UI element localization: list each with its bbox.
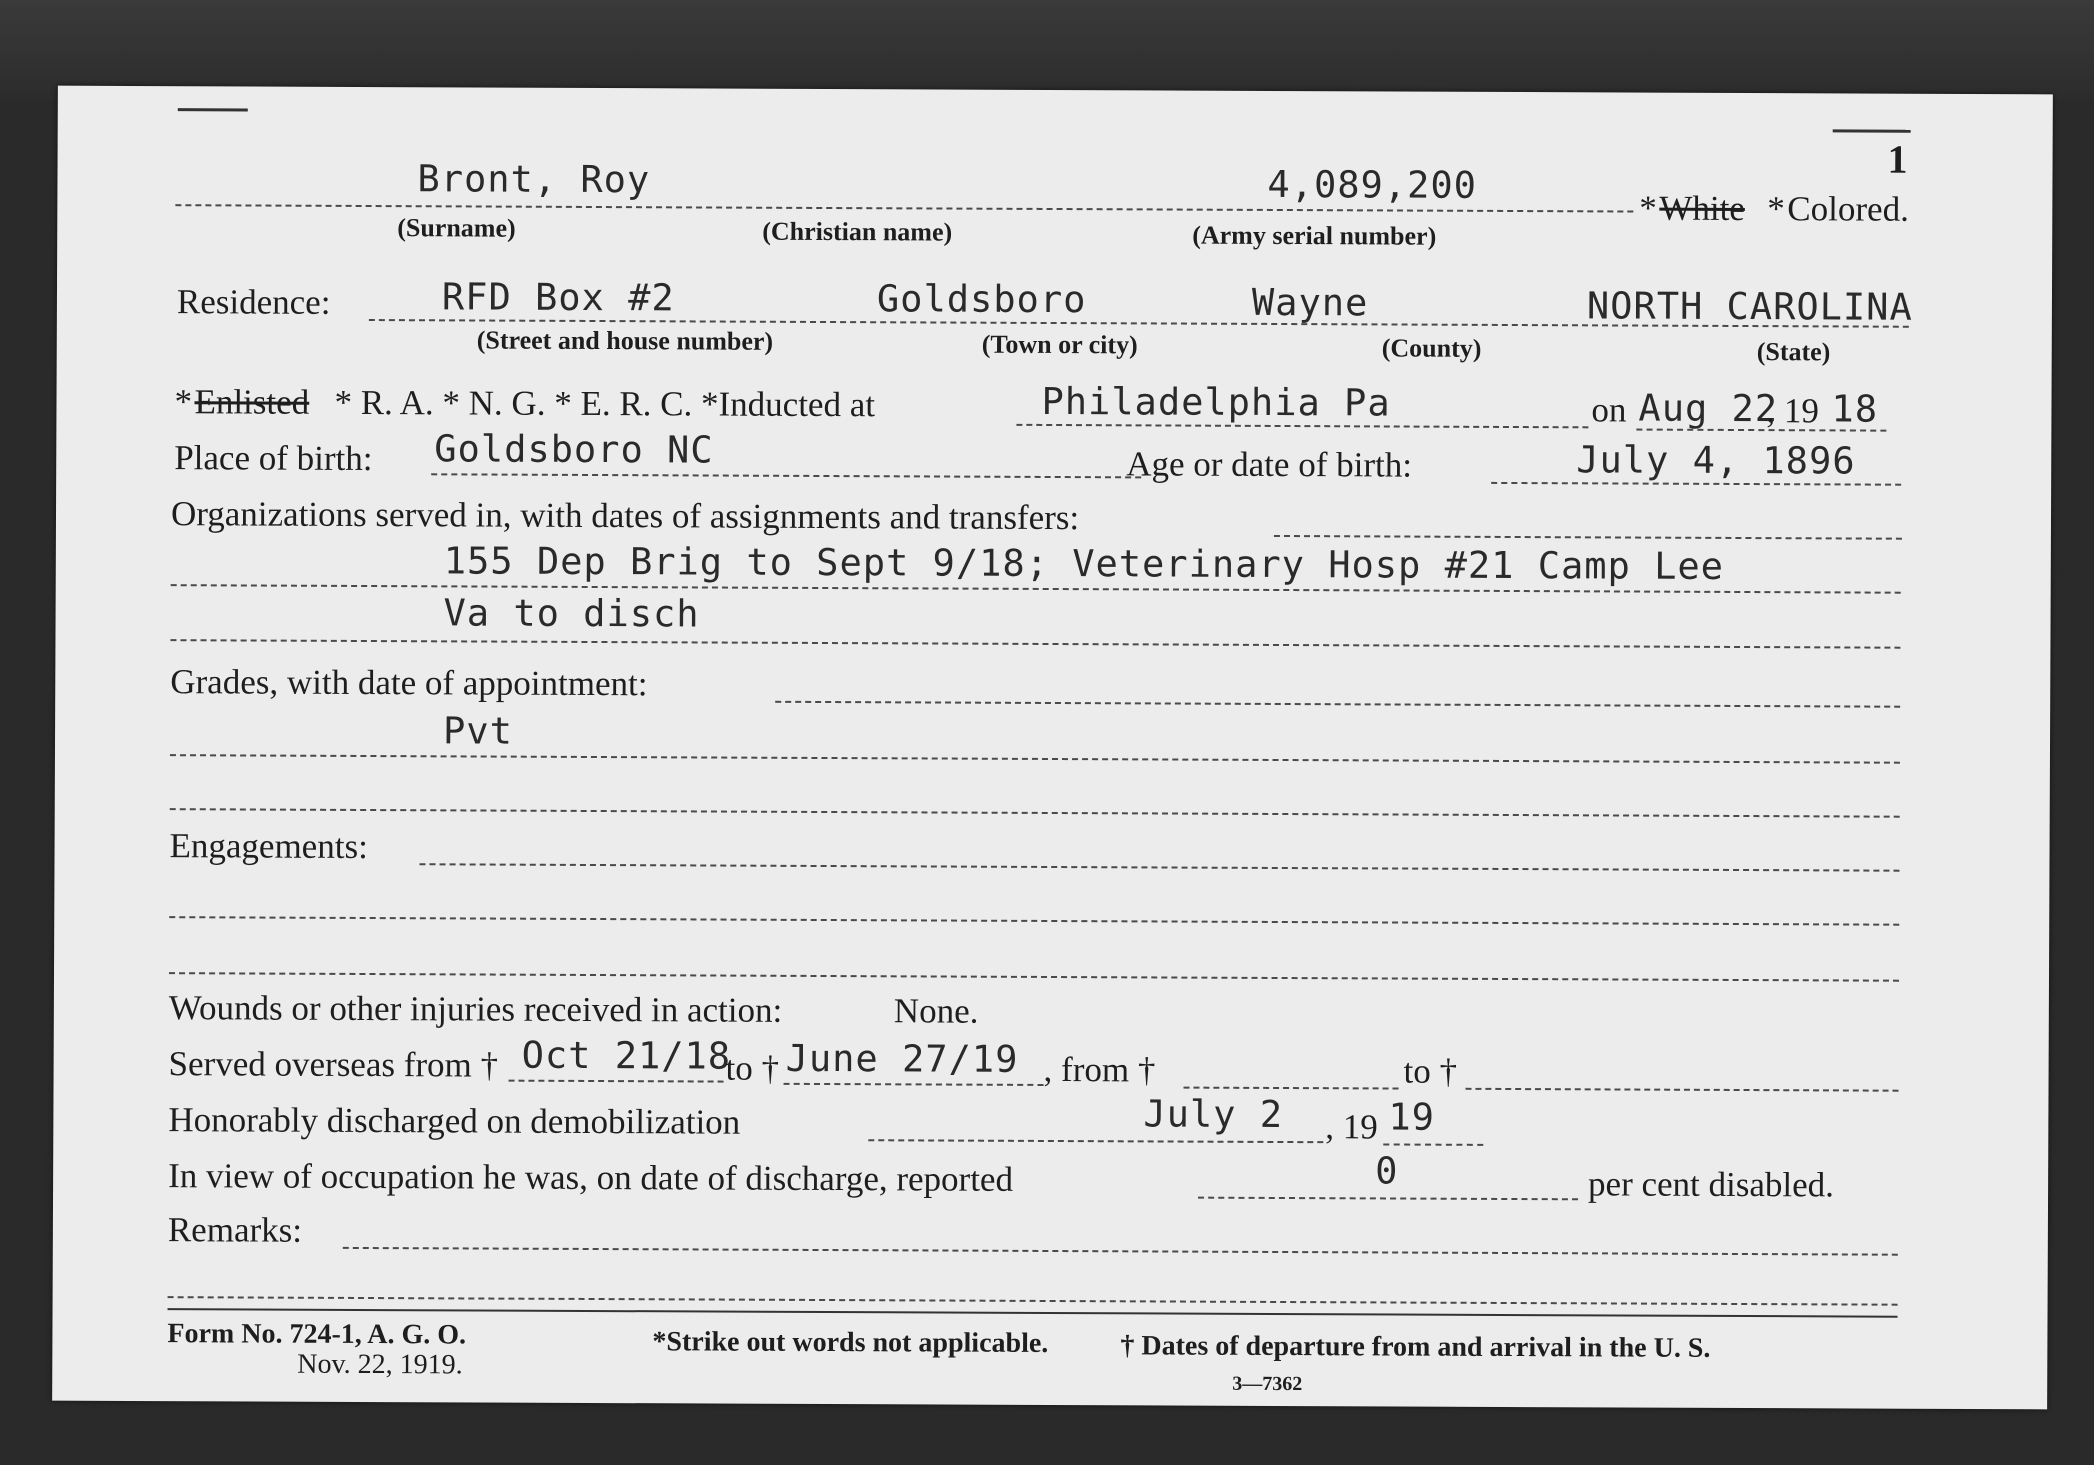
top-left-rule xyxy=(178,108,248,111)
discharge-year-prefix: , 19 xyxy=(1325,1107,1378,1147)
overseas-label: Served overseas from † xyxy=(168,1044,499,1085)
town-value: Goldsboro xyxy=(876,277,1087,322)
engagements-line-1 xyxy=(169,916,1899,926)
serial-caption: (Army serial number) xyxy=(1192,220,1437,251)
overseas-from-line xyxy=(509,1080,724,1083)
surname-name-value: Bront, Roy xyxy=(417,157,651,202)
residence-label: Residence: xyxy=(176,282,331,322)
remarks-label: Remarks: xyxy=(167,1210,303,1250)
induction-date-value: Aug 22 xyxy=(1638,386,1779,431)
grades-line-0 xyxy=(775,701,1900,708)
overseas-to-value: June 27/19 xyxy=(785,1036,1019,1081)
organizations-label: Organizations served in, with dates of assignments and transfers: xyxy=(170,494,1080,538)
overseas-from2-line xyxy=(1184,1087,1399,1090)
form-date: Nov. 22, 1919. xyxy=(297,1348,463,1381)
overseas-to-label: to † xyxy=(725,1048,780,1088)
grades-line-2 xyxy=(170,808,1900,818)
birthdate-value: July 4, 1896 xyxy=(1576,438,1856,483)
race-colored: Colored. xyxy=(1787,189,1909,229)
serial-number-value: 4,089,200 xyxy=(1267,162,1478,207)
top-right-rule xyxy=(1833,129,1911,132)
race-marker-2: * xyxy=(1767,189,1785,229)
remarks-line-1 xyxy=(168,1296,1898,1306)
disability-label: In view of occupation he was, on date of discharge, reported xyxy=(168,1156,1014,1199)
print-code: 3—7362 xyxy=(1232,1372,1303,1396)
overseas-from-value: Oct 21/18 xyxy=(521,1033,732,1078)
overseas-to-line xyxy=(784,1083,1044,1086)
disability-suffix: per cent disabled. xyxy=(1588,1164,1835,1205)
grades-label: Grades, with date of appointment: xyxy=(170,662,648,704)
footnote-strike: *Strike out words not applicable. xyxy=(652,1326,1049,1359)
birthplace-line xyxy=(431,473,1141,478)
inducted-line xyxy=(1016,424,1588,428)
disability-line xyxy=(1198,1197,1578,1201)
form-number: Form No. 724-1, A. G. O. xyxy=(167,1318,467,1351)
birthplace-value: Goldsboro NC xyxy=(434,427,714,472)
engagements-line-0 xyxy=(419,863,1899,871)
discharge-label: Honorably discharged on demobilization xyxy=(168,1100,741,1142)
induction-year-prefix: , 19 xyxy=(1766,391,1820,431)
enlisted-marker: * xyxy=(174,382,193,422)
birthplace-label: Place of birth: xyxy=(174,438,373,479)
race-marker-1: * xyxy=(1639,188,1657,228)
discharge-line xyxy=(868,1139,1323,1143)
birthdate-line xyxy=(1491,482,1901,486)
race-white-struck: White xyxy=(1659,188,1745,229)
organizations-line1-value: 155 Dep Brig to Sept 9/18; Veterinary Hosp #21 Camp Lee xyxy=(443,539,1725,588)
bottom-rule xyxy=(168,1308,1898,1318)
wounds-label: Wounds or other injuries received in action: xyxy=(168,988,783,1030)
state-caption: (State) xyxy=(1756,337,1831,367)
overseas-to2-label: to † xyxy=(1403,1051,1458,1091)
disability-value: 0 xyxy=(1375,1149,1399,1193)
remarks-line-0 xyxy=(343,1247,1898,1256)
surname-caption: (Surname) xyxy=(397,213,516,243)
discharge-year-line xyxy=(1383,1143,1483,1145)
state-value: NORTH CAROLINA xyxy=(1586,284,1913,329)
engagements-label: Engagements: xyxy=(169,826,368,867)
county-value: Wayne xyxy=(1251,280,1369,325)
wounds-value: None. xyxy=(893,991,979,1031)
induction-year-value: 18 xyxy=(1831,387,1879,431)
street-value: RFD Box #2 xyxy=(441,275,675,320)
service-record-card xyxy=(52,86,2053,1410)
birthdate-label: Age or date of birth: xyxy=(1126,444,1413,485)
christian-name-caption: (Christian name) xyxy=(762,216,953,247)
footnote-dates: † Dates of departure from and arrival in the U. S. xyxy=(1120,1330,1711,1364)
organizations-line2-value: Va to disch xyxy=(443,591,700,636)
card-number: 1 xyxy=(1887,136,1908,182)
grade-value: Pvt xyxy=(442,709,513,753)
organizations-line-2 xyxy=(170,639,1900,649)
overseas-from2-label: , from † xyxy=(1043,1049,1156,1090)
on-label: on xyxy=(1591,390,1627,430)
engagements-line-2 xyxy=(169,972,1899,982)
grades-line-1 xyxy=(170,754,1900,764)
scan-backdrop xyxy=(0,0,2094,100)
discharge-year-value: 19 xyxy=(1388,1095,1436,1139)
service-options: * R. A. * N. G. * E. R. C. *Inducted at xyxy=(334,382,876,425)
enlisted-struck: Enlisted xyxy=(194,382,310,422)
street-caption: (Street and house number) xyxy=(476,325,774,356)
organizations-line-0 xyxy=(1274,535,1902,540)
county-caption: (County) xyxy=(1381,333,1482,363)
discharge-date-value: July 2 xyxy=(1143,1092,1284,1137)
inducted-at-value: Philadelphia Pa xyxy=(1041,379,1391,425)
overseas-to2-line xyxy=(1466,1088,1899,1092)
town-caption: (Town or city) xyxy=(981,329,1138,360)
